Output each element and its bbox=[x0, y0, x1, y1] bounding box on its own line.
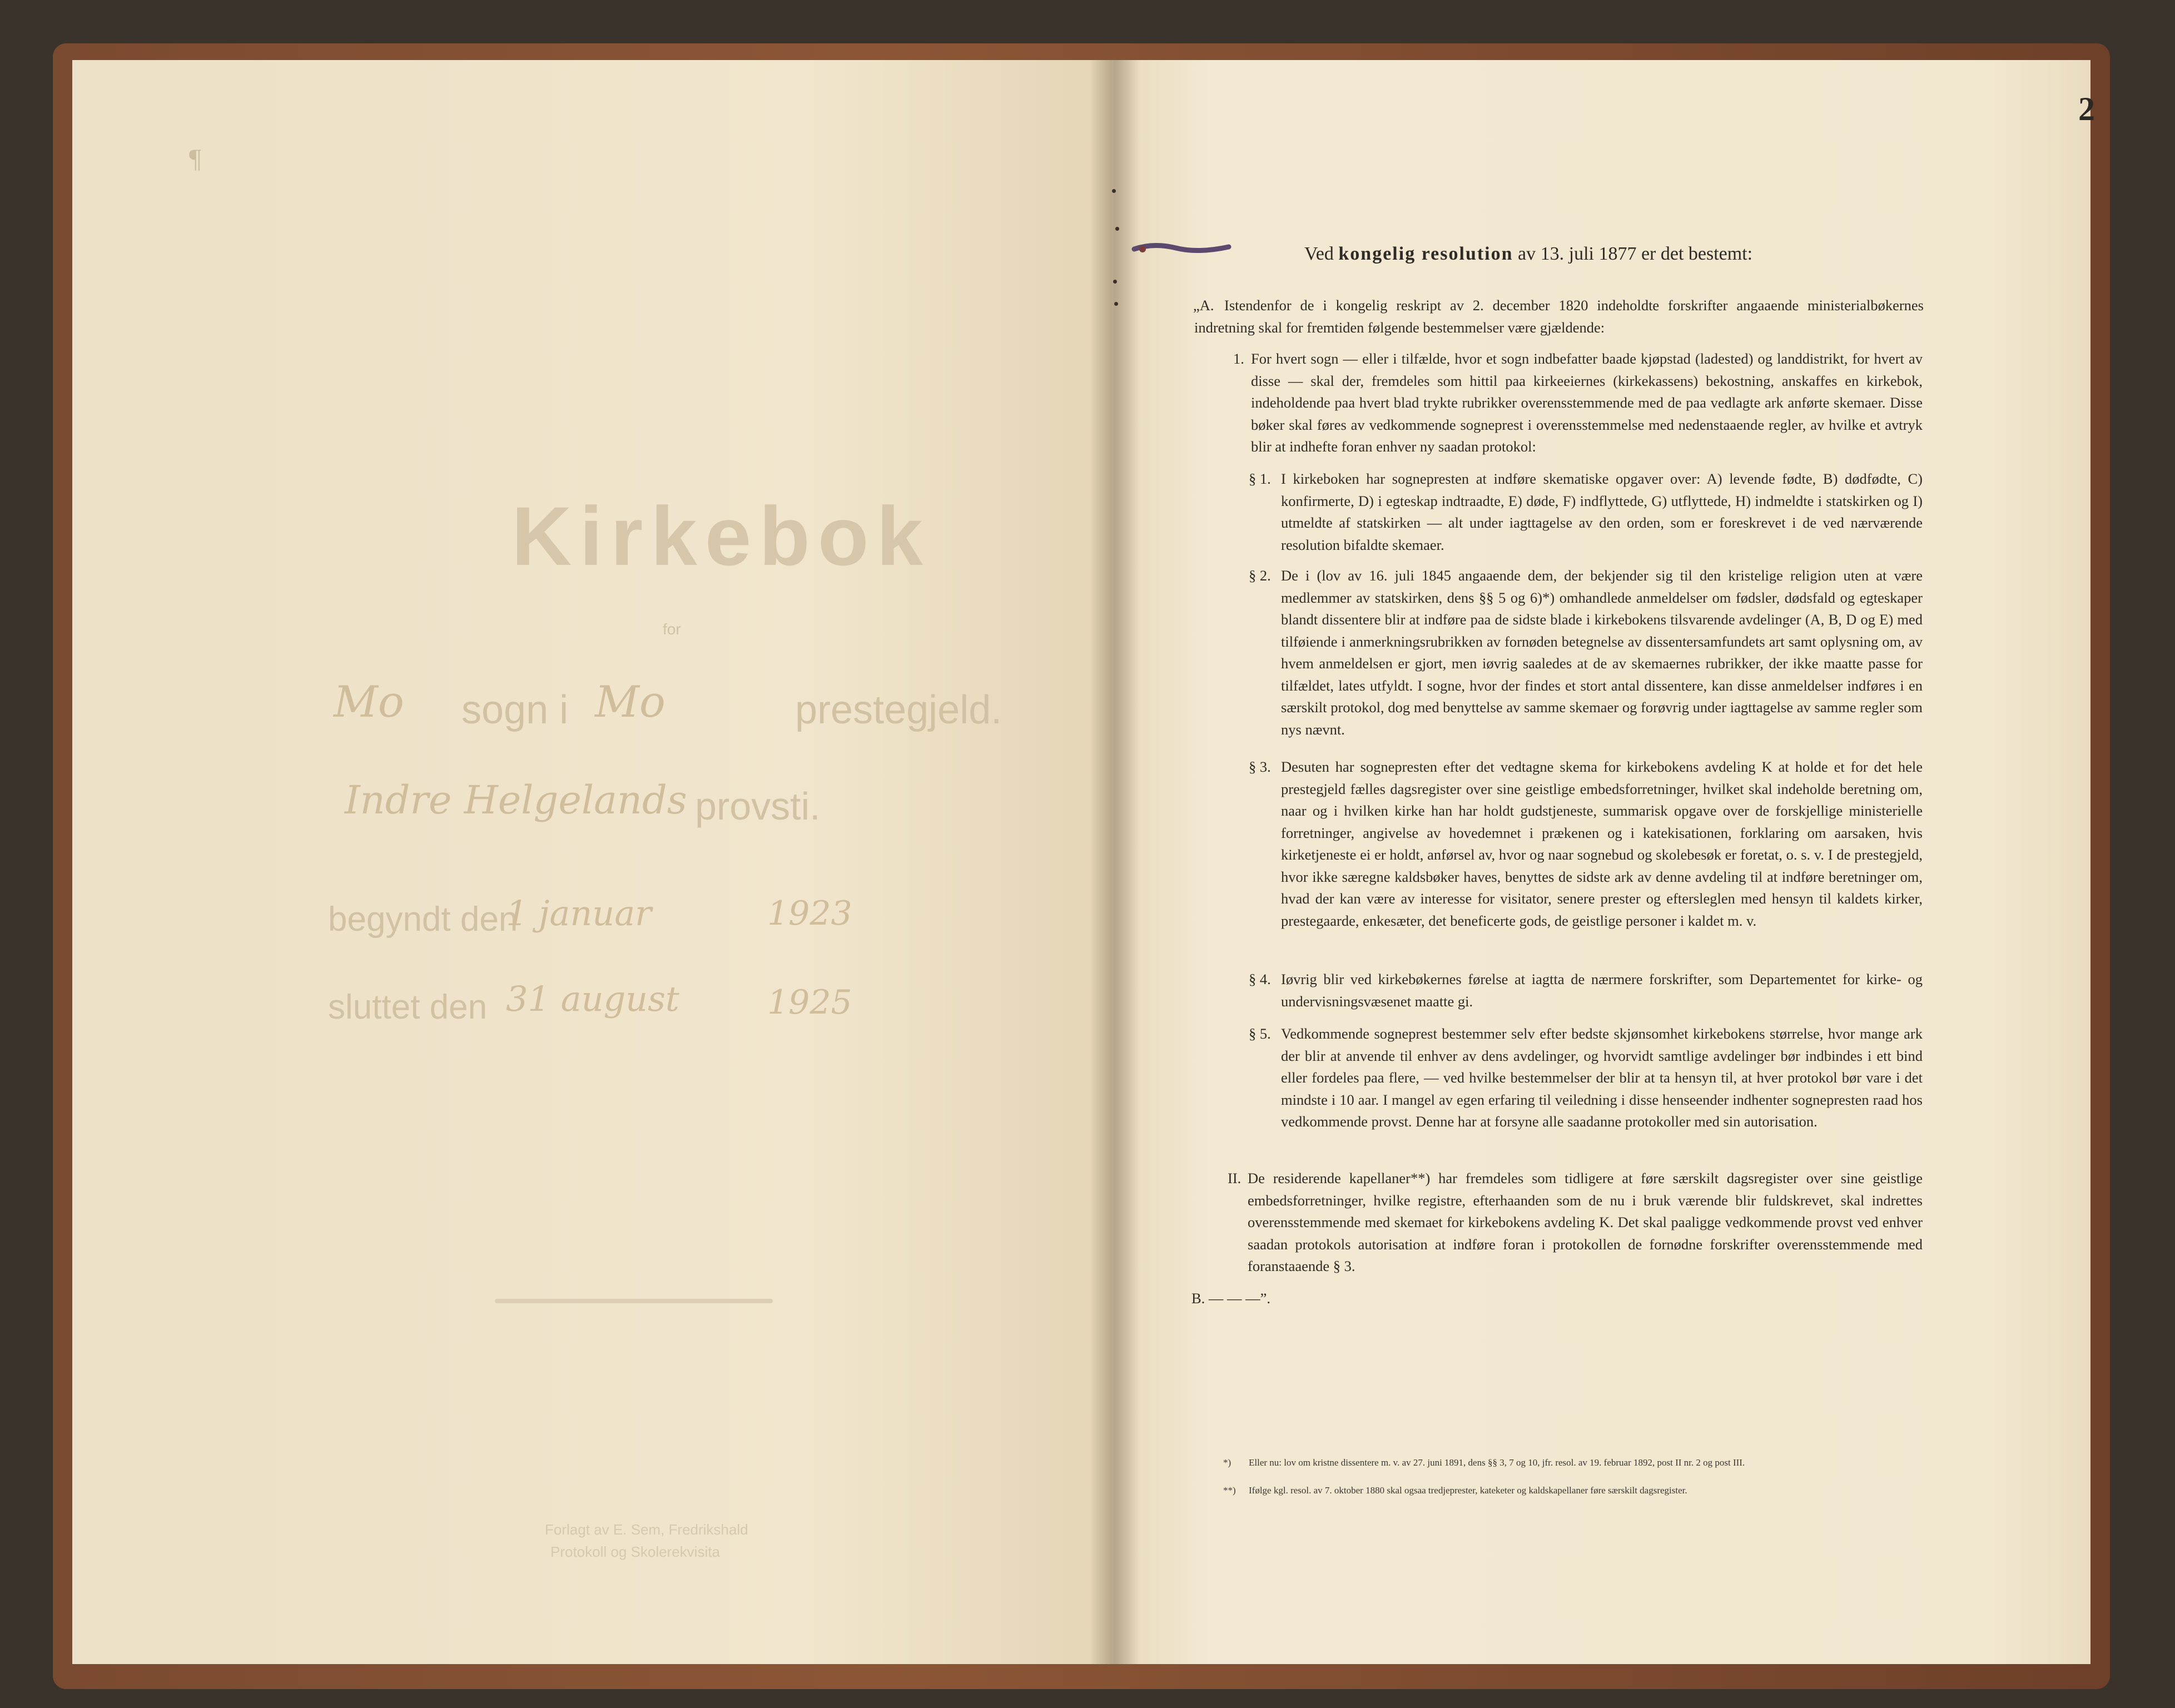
corner-mark: ¶ bbox=[189, 144, 201, 173]
handwritten-parish: Mo bbox=[334, 677, 404, 727]
for-label: for bbox=[663, 620, 681, 638]
paragraph-1-text: I kirkeboken har sognepresten at indføre skematiske opgaver over: A) levende fødte, B) dødfødte, C) konfirmerte, D) i egteskap indtraadte, E) døde, F) indflyttede, G) utflyttede, H) indmeldte i statskirken og I) utmeldte af statskirken — alt under iagttagelse av den orden, som er foreskrevet i de ved nærværende resolution bifaldte skemaer. bbox=[1281, 470, 1923, 553]
footnote-1-label: *) bbox=[1223, 1457, 1231, 1468]
sluttet-label: sluttet den bbox=[328, 988, 488, 1026]
binding-dot bbox=[1114, 302, 1118, 306]
handwritten-end-date: 31 august bbox=[506, 979, 679, 1019]
footnote-2 bbox=[1223, 1483, 1929, 1497]
paragraph-5-label: § 5. bbox=[1249, 1025, 1271, 1042]
paragraph-5 bbox=[1249, 1023, 1923, 1133]
handwritten-prestegjeld: Mo bbox=[595, 677, 666, 727]
section-a-text: Istendenfor de i kongelig reskript av 2. december 1820 indeholdte forskrifter angaaende ministerialbøkernes indretning skal for fremtiden følgende bestemmelser være gjældende: bbox=[1194, 297, 1924, 336]
paragraph-5-text: Vedkommende sogneprest bestemmer selv efter bedste skjønsomhet kirkebokens størrelse, hvor mange ark der blir at anvende til enhver av dens avdelinger, og hvorvidt samtlige avdelinger bør indbindes i ett bind eller fordeles paa flere, — ved hvilke bestemmelser der blir at ta hensyn til, at hver protokol bør vare i det mindste i 10 aar. I mangel av egen erfaring til veiledning i disse henseender indhenter sognepresten raad hos vedkommende provst. Denne har at forsyne alle saadanne protokoller med sin autorisation. bbox=[1281, 1025, 1923, 1130]
binding-dot bbox=[1115, 227, 1119, 231]
item-2-label: II. bbox=[1228, 1170, 1242, 1186]
paragraph-3-text: Desuten har sognepresten efter det vedtagne skema for kirkebokens avdeling K at holde et for det hele prestegjeld fælles dagsregister over sine geistlige embedsforretninger, hvilket skal indeholde beretning om, naar og i hvilken kirke han har holdt gudstjeneste, summarisk opgave over de forskjellige ministerielle forretninger, angivelse av hovedemnet i prækenen og i katekisationen, forklaring om aarsaken, hvis kirketjeneste ei er holdt, anførsel av, hvor og naar sognebud og skolebesøk er foretat, o. s. v. I de prestegjeld, hvor ikke særegne kaldsbøker haves, benyttes de sidste ark av denne avdeling til at indføre beretninger om, hvad der kan være av interesse for visitator, senere prester og eftersleglen med hensyn til kaldets kirker, prestegaarde, enkesæter, det beneficerte gods, de geistlige personer i kaldet m. v. bbox=[1281, 758, 1923, 929]
section-a bbox=[1194, 295, 1924, 339]
ink-mark bbox=[1131, 241, 1231, 256]
provsti-label: provsti. bbox=[695, 785, 821, 828]
prestegjeld-label: prestegjeld. bbox=[795, 688, 1002, 732]
ornament-rule bbox=[495, 1299, 773, 1303]
left-page bbox=[72, 60, 1118, 1664]
paragraph-4-label: § 4. bbox=[1249, 971, 1271, 987]
paragraph-1-label: § 1. bbox=[1249, 470, 1271, 487]
binding-dot bbox=[1112, 189, 1116, 193]
paragraph-2-text: De i (lov av 16. juli 1845 angaaende dem, der bekjender sig til den kristelige religion uten at være medlemmer av statskirken, dens §§ 5 og 6)*) omhandlede anmeldelser om fødsler, dødsfald og egteskaper blandt dissentere blir at indføre paa de sidste blade i kirkebokens tilsvarende avdelinger (A, B, D og E) med tilføiende i anmerkningsrubrikken av fornøden betegnelse av dissentersamfundets art samt oplysning om, av hvem anmeldelsen er gjort, men iøvrig saaledes at de av skemaernes rubrikker, der ikke maatte passe for tilfældet, lates utfyldt. I sogne, hvor der findes et stort antal dissentere, kan disse anmeldelser indføres i en særskilt protokol, dog med benyttelse av samme skemaer og forøvrig under iagttagelse av samme regler som nys nævnt. bbox=[1281, 567, 1923, 738]
item-1-label: 1. bbox=[1233, 350, 1244, 367]
footnote-2-text: Ifølge kgl. resol. av 7. oktober 1880 skal ogsaa tredjeprester, kateketer og kaldskapellaner føre særskilt dagsregister. bbox=[1249, 1485, 1687, 1496]
bleed-through-texture bbox=[1901, 210, 2068, 1267]
paragraph-3-label: § 3. bbox=[1249, 758, 1271, 775]
resolution-header: Ved kongelig resolution av 13. juli 1877 er det bestemt: bbox=[1304, 244, 1753, 264]
item-1 bbox=[1233, 348, 1923, 458]
paragraph-3 bbox=[1249, 756, 1923, 932]
page-number: 2 bbox=[2078, 91, 2095, 127]
paragraph-2-label: § 2. bbox=[1249, 567, 1271, 584]
handwritten-start-year: 1923 bbox=[767, 894, 852, 933]
begyndt-label: begyndt den bbox=[328, 900, 518, 939]
page-title: Kirkebok bbox=[512, 489, 931, 583]
section-a-label: „A. bbox=[1193, 297, 1214, 314]
sogn-label: sogn i bbox=[461, 688, 569, 732]
section-b: B. — — —”. bbox=[1191, 1290, 1271, 1307]
handwritten-end-year: 1925 bbox=[767, 983, 852, 1022]
paragraph-4-text: Iøvrig blir ved kirkebøkernes førelse at iagtta de nærmere forskrifter, som Departementet for kirke- og undervisningsvæsenet maatte gi. bbox=[1281, 971, 1923, 1010]
footnote-1-text: Eller nu: lov om kristne dissentere m. v. av 27. juni 1891, dens §§ 3, 7 og 10, jfr. resol. av 19. februar 1892, post II nr. 2 og post III. bbox=[1249, 1457, 1745, 1468]
publisher-line-1: Forlagt av E. Sem, Fredrikshald bbox=[545, 1521, 748, 1538]
publisher-line-2: Protokoll og Skolerekvisita bbox=[550, 1543, 720, 1560]
footnote-1 bbox=[1223, 1456, 1929, 1469]
paragraph-2 bbox=[1249, 565, 1923, 741]
item-2 bbox=[1228, 1168, 1923, 1278]
book-gutter bbox=[1090, 60, 1140, 1664]
header-bold: kongelig resolution bbox=[1338, 244, 1513, 264]
item-1-text: For hvert sogn — eller i tilfælde, hvor et sogn indbefatter baade kjøpstad (ladested) og landdistrikt, for hvert av disse — skal der, fremdeles som hittil paa kirkeeiernes (kirkekassens) bekostning, anskaffes en kirkebok, indeholdende paa hvert blad trykte rubrikker overensstemmende med de paa vedlagte ark anførte skemaer. Disse bøker skal føres av vedkommende sogneprest i overensstemmelse med nedenstaaende regler, av hvilke et avtryk blir at indhefte foran enhver ny saadan protokol: bbox=[1251, 350, 1923, 455]
footnote-2-label: **) bbox=[1223, 1485, 1236, 1496]
binding-dot bbox=[1113, 280, 1117, 284]
handwritten-start-date: 1 januar bbox=[506, 893, 652, 934]
handwritten-provsti: Indre Helgelands bbox=[345, 777, 687, 823]
item-2-text: De residerende kapellaner**) har fremdeles som tidligere at føre særskilt dagsregister over sine geistlige embedsforretninger, hvilke registre, efterhaanden som de nu i bruk værende blir fuldskrevet, skal indrettes overensstemmende med skemaet for kirkebokens avdeling K. Det skal paaligge vedkommende provst ved enhver saadan protokols autorisation at indføre foran i protokollen de fornødne forskrifter overensstemmende med foranstaaende § 3. bbox=[1248, 1170, 1923, 1274]
paragraph-4 bbox=[1249, 969, 1923, 1012]
paragraph-1 bbox=[1249, 468, 1923, 556]
